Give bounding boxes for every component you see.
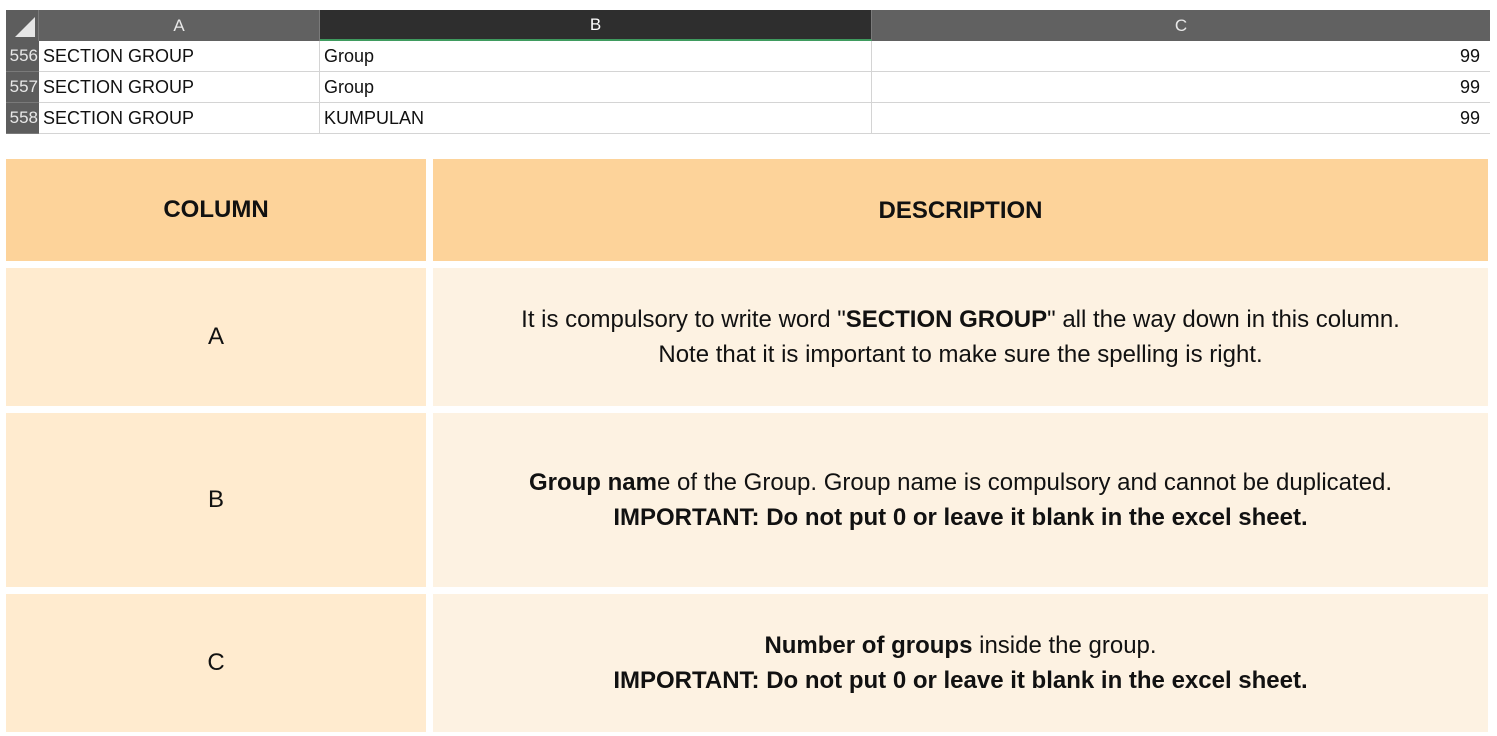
cell-a[interactable]: SECTION GROUP (39, 41, 320, 72)
spreadsheet (6, 10, 1490, 134)
select-all-icon (15, 17, 35, 37)
table-row (6, 103, 1490, 134)
description-text (493, 302, 1428, 372)
cell-c[interactable]: 99 (872, 41, 1490, 72)
table-header-row (6, 159, 1488, 261)
column-description (433, 594, 1488, 732)
description-bold: Number of groups (764, 632, 973, 659)
description-segment: e of the Group. Group name is compulsory and cannot be duplicated. (656, 469, 1393, 496)
column-header-c[interactable]: C (872, 10, 1490, 41)
column-header-a[interactable]: A (39, 10, 320, 41)
table-row (6, 72, 1490, 103)
column-description (433, 268, 1488, 406)
cell-c[interactable]: 99 (872, 72, 1490, 103)
column-description (433, 413, 1488, 587)
column-label: A (6, 268, 426, 406)
description-text (613, 628, 1307, 698)
cell-a[interactable]: SECTION GROUP (39, 103, 320, 134)
select-all-button[interactable] (6, 10, 39, 41)
column-label: B (6, 413, 426, 587)
important-note: IMPORTANT: Do not put 0 or leave it blank in the excel sheet. (613, 504, 1308, 531)
table-row (6, 413, 1488, 587)
header-column: COLUMN (6, 159, 426, 261)
cell-b[interactable]: Group (320, 72, 872, 103)
cell-b[interactable]: Group (320, 41, 872, 72)
description-segment: inside the group. (972, 632, 1157, 659)
row-number[interactable]: 558 (6, 103, 39, 134)
description-bold: SECTION GROUP (845, 306, 1048, 333)
header-description: DESCRIPTION (433, 159, 1488, 261)
description-text (529, 465, 1392, 535)
column-header-b[interactable]: B (320, 10, 872, 41)
important-note: IMPORTANT: Do not put 0 or leave it blank in the excel sheet. (613, 667, 1308, 694)
table-row (6, 594, 1488, 732)
cell-c[interactable]: 99 (872, 103, 1490, 134)
description-segment: It is compulsory to write word " (521, 306, 846, 333)
row-number[interactable]: 557 (6, 72, 39, 103)
table-row (6, 41, 1490, 72)
cell-b[interactable]: KUMPULAN (320, 103, 872, 134)
table-row (6, 268, 1488, 406)
column-header-row (6, 10, 1490, 41)
cell-a[interactable]: SECTION GROUP (39, 72, 320, 103)
description-bold: Group nam (528, 469, 657, 496)
description-segment: " all the way down in this column. Note that it is important to make sure the spelling is right. (658, 306, 1400, 368)
row-number[interactable]: 556 (6, 41, 39, 72)
column-description-table (6, 159, 1488, 732)
column-label: C (6, 594, 426, 732)
